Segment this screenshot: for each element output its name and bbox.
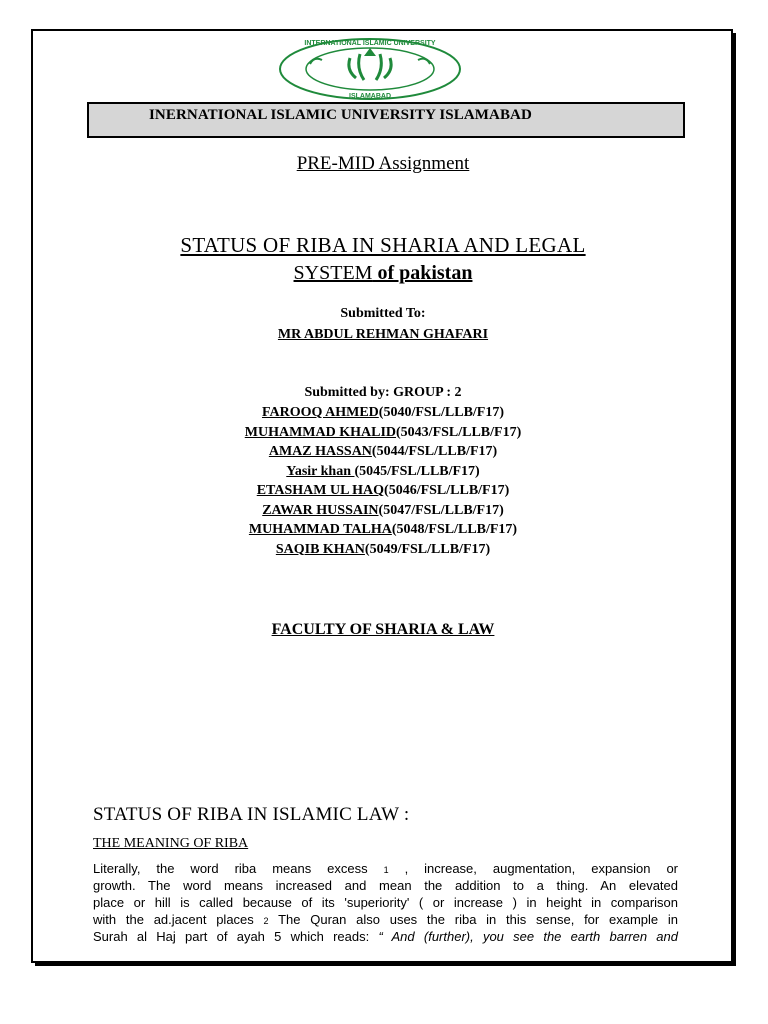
member-id: (5048/FSL/LLB/F17)	[391, 522, 518, 537]
title-line-2-system: SYSTEM	[293, 262, 373, 284]
member-id: (5043/FSL/LLB/F17)	[396, 424, 522, 440]
member-row	[33, 423, 733, 443]
page-shadow-bottom	[35, 963, 736, 966]
paragraph-line	[93, 928, 678, 945]
teacher-name: MR ABDUL REHMAN GHAFARI	[277, 327, 489, 342]
university-name: INERNATIONAL ISLAMIC UNIVERSITY ISLAMABAD	[149, 107, 532, 123]
member-row	[33, 520, 733, 540]
member-id: (5047/FSL/LLB/F17)	[378, 502, 504, 518]
text-run: The Quran also uses the riba in this sense, for example in	[268, 912, 678, 927]
title-line-1: STATUS OF RIBA IN SHARIA AND LEGAL	[180, 233, 586, 257]
logo-ring-text-bottom: ISLAMABAD	[349, 93, 391, 100]
section-heading: STATUS OF RIBA IN ISLAMIC LAW :	[93, 804, 410, 825]
member-name: ETASHAM UL HAQ	[256, 483, 385, 498]
member-name: AMAZ HASSAN	[268, 444, 372, 459]
title-line-2	[33, 262, 733, 285]
group-members-list	[33, 403, 733, 559]
member-id: (5045/FSL/LLB/F17)	[354, 463, 480, 479]
text-run: Surah al Haj part of ayah 5 which reads:	[93, 929, 379, 944]
member-row	[33, 462, 733, 482]
submitted-to-label: Submitted To:	[340, 306, 426, 321]
member-id: (5049/FSL/LLB/F17)	[364, 541, 491, 557]
paragraph-line	[93, 911, 678, 928]
paragraph-line: place or hill is called because of its 'superiority' ( or increase ) in height in comparison	[93, 895, 678, 910]
text-run: with the ad.jacent places	[93, 912, 264, 927]
quote-text: “ And (further), you see the earth barren and	[378, 929, 678, 944]
member-id: (5046/FSL/LLB/F17)	[384, 483, 510, 498]
member-id: (5044/FSL/LLB/F17)	[371, 444, 498, 459]
logo-ring-text-top: INTERNATIONAL ISLAMIC UNIVERSITY	[304, 40, 436, 47]
sub-heading: THE MEANING OF RIBA	[93, 836, 249, 851]
title-line-2-rest: of pakistan	[372, 262, 473, 284]
text-run: , increase, augmentation, expansion or	[388, 861, 678, 876]
member-name: FAROOQ AHMED	[261, 405, 379, 420]
member-row	[33, 481, 733, 501]
footnote-ref: 2	[263, 916, 269, 926]
member-id: (5040/FSL/LLB/F17)	[378, 405, 505, 420]
assignment-label: PRE-MID Assignment	[296, 153, 470, 174]
submitted-by-label: Submitted by: GROUP : 2	[304, 385, 462, 400]
text-run: Literally, the word riba means excess	[93, 861, 384, 876]
page-shadow-right	[733, 33, 736, 966]
member-name: Yasir khan	[286, 463, 355, 479]
member-name: MUHAMMAD KHALID	[244, 424, 397, 440]
university-logo	[276, 36, 464, 102]
member-row	[33, 442, 733, 462]
member-name: SAQIB KHAN	[275, 541, 365, 557]
member-name: MUHAMMAD TALHA	[248, 522, 392, 537]
body-paragraph	[93, 860, 678, 945]
paragraph-line: growth. The word means increased and mean the addition to a thing. An elevated	[93, 878, 678, 893]
member-row	[33, 540, 733, 560]
paragraph-line	[93, 860, 678, 877]
member-row	[33, 403, 733, 423]
faculty-name: FACULTY OF SHARIA & LAW	[271, 621, 495, 638]
member-row	[33, 501, 733, 521]
footnote-ref: 1	[383, 865, 389, 875]
member-name: ZAWAR HUSSAIN	[262, 502, 379, 518]
university-name-bar	[87, 102, 685, 138]
